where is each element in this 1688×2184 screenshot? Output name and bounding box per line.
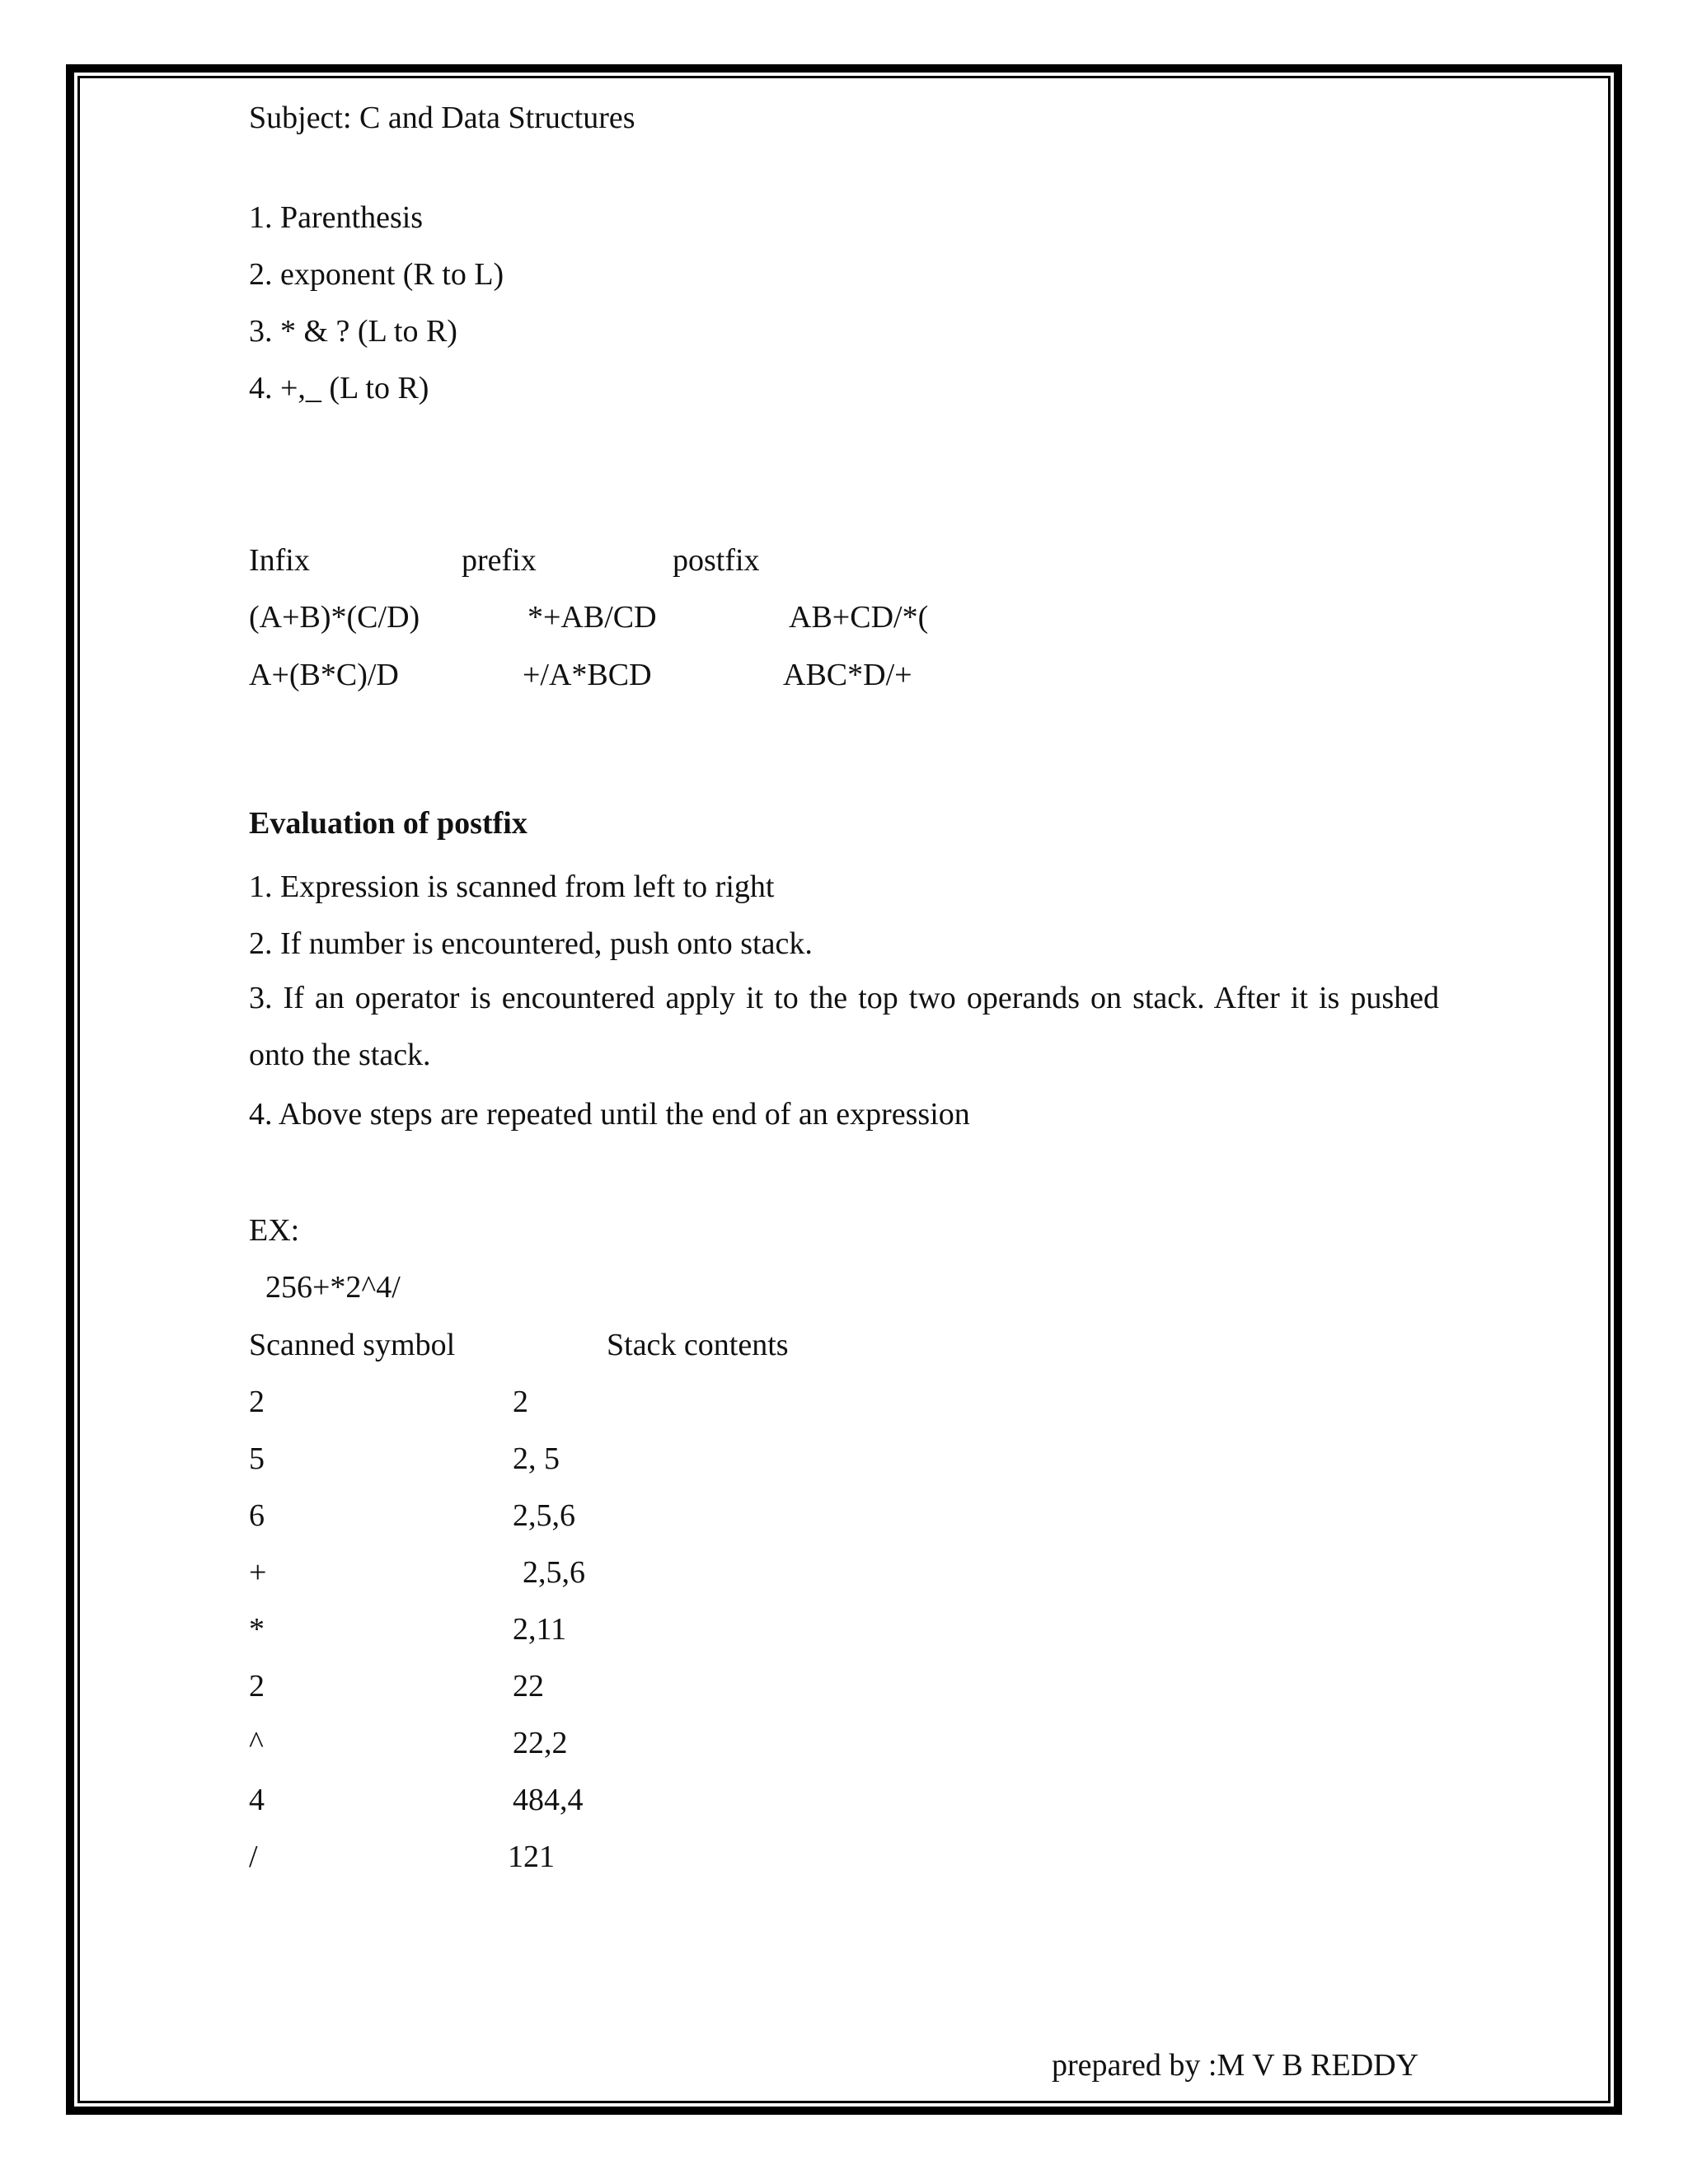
scanned-symbol: 2 xyxy=(249,1669,265,1704)
example-label: EX: xyxy=(249,1213,300,1248)
notation-cell: +/A*BCD xyxy=(523,658,652,692)
evaluation-step: 4. Above steps are repeated until the end of an expression xyxy=(249,1097,970,1132)
stack-contents: 22,2 xyxy=(513,1726,568,1760)
scanned-symbol: 4 xyxy=(249,1783,265,1817)
stack-contents: 121 xyxy=(508,1840,555,1874)
footer-author: prepared by :M V B REDDY xyxy=(1052,2048,1419,2083)
stack-header-contents: Stack contents xyxy=(607,1328,789,1362)
evaluation-step: 2. If number is encountered, push onto stack. xyxy=(249,926,813,961)
scanned-symbol: 6 xyxy=(249,1498,265,1533)
evaluation-step: 1. Expression is scanned from left to right xyxy=(249,869,775,904)
example-expression: 256+*2^4/ xyxy=(265,1270,401,1305)
scanned-symbol: ^ xyxy=(249,1726,264,1760)
stack-contents: 2,5,6 xyxy=(513,1498,575,1533)
stack-contents: 2 xyxy=(513,1385,528,1419)
notation-header-postfix: postfix xyxy=(673,543,760,578)
precedence-item: 4. +,_ (L to R) xyxy=(249,371,429,405)
scanned-symbol: / xyxy=(249,1840,258,1874)
scanned-symbol: 5 xyxy=(249,1441,265,1476)
evaluation-step: 3. If an operator is encountered apply it to the top two operands on stack. After it is pushed onto the stack. xyxy=(249,981,1439,1072)
notation-cell: AB+CD/*( xyxy=(789,600,929,635)
stack-contents: 484,4 xyxy=(513,1783,584,1817)
notation-cell: ABC*D/+ xyxy=(783,658,912,692)
notation-cell: *+AB/CD xyxy=(528,600,657,635)
stack-contents: 22 xyxy=(513,1669,544,1704)
subject-line: Subject: C and Data Structures xyxy=(249,101,635,135)
stack-contents: 2,11 xyxy=(513,1612,567,1647)
notation-cell: A+(B*C)/D xyxy=(249,658,399,692)
notation-header-infix: Infix xyxy=(249,543,310,578)
precedence-item: 2. exponent (R to L) xyxy=(249,257,504,292)
stack-contents: 2, 5 xyxy=(513,1441,560,1476)
notation-header-prefix: prefix xyxy=(462,543,537,578)
scanned-symbol: + xyxy=(249,1555,267,1590)
section-heading: Evaluation of postfix xyxy=(249,806,528,841)
scanned-symbol: * xyxy=(249,1612,265,1647)
stack-contents: 2,5,6 xyxy=(523,1555,585,1590)
scanned-symbol: 2 xyxy=(249,1385,265,1419)
stack-header-symbol: Scanned symbol xyxy=(249,1328,456,1362)
precedence-item: 3. * & ? (L to R) xyxy=(249,314,457,349)
notation-cell: (A+B)*(C/D) xyxy=(249,600,420,635)
precedence-item: 1. Parenthesis xyxy=(249,200,424,235)
